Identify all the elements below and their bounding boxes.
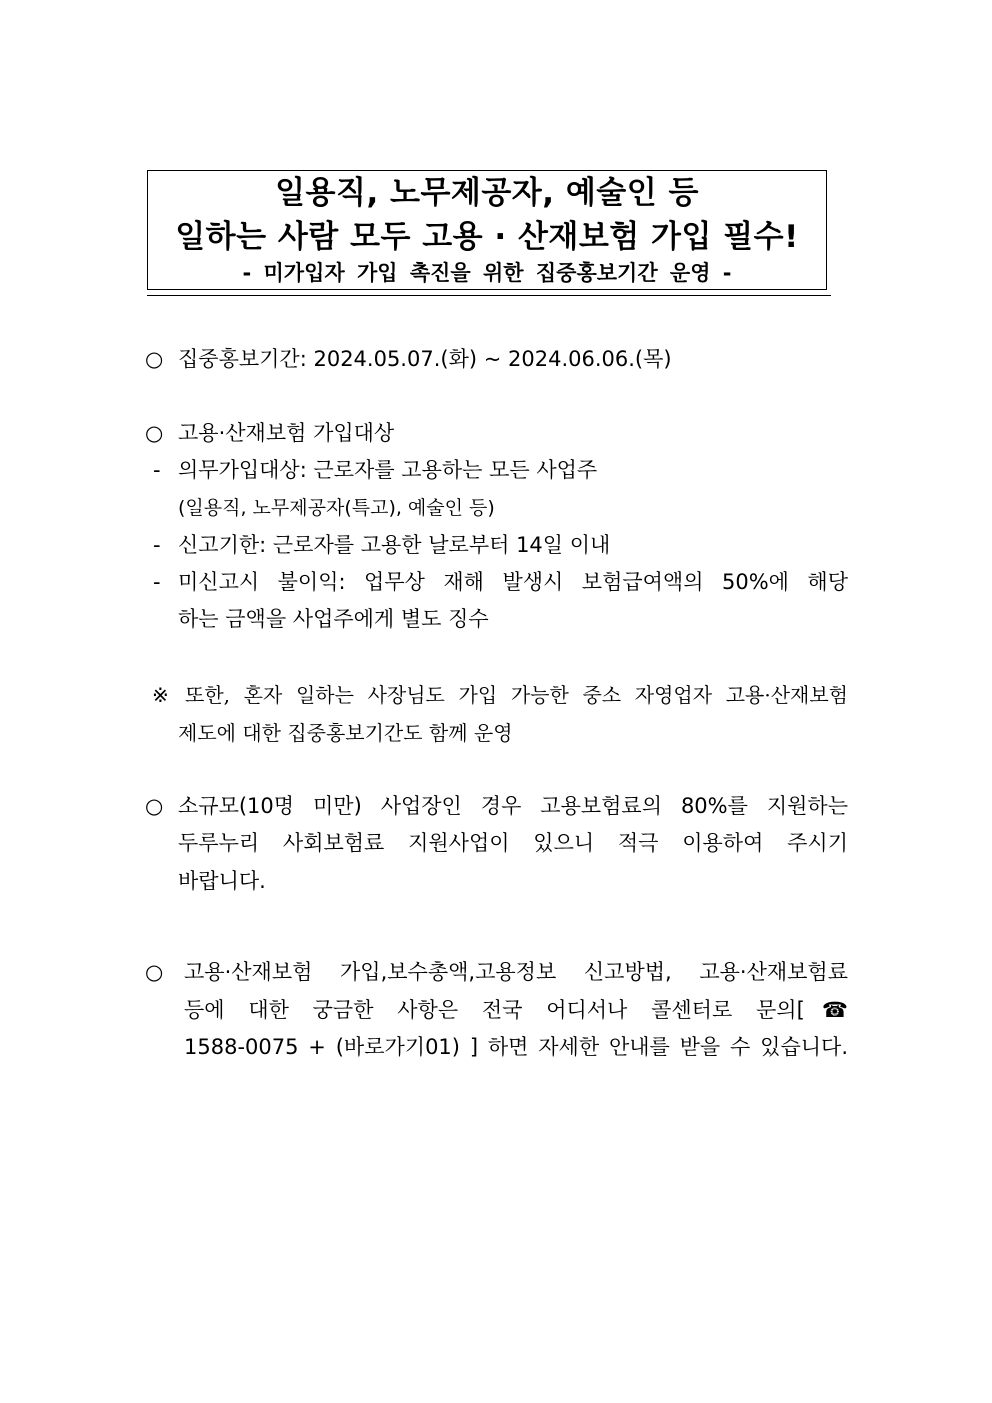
contact-line-1: 고용·산재보험 가입,보수총액,고용정보 신고방법, 고용·산재보험료 [184, 960, 848, 984]
support-line-1: 소규모(10명 미만) 사업장인 경우 고용보험료의 80%를 지원하는 [178, 794, 848, 818]
subtitle: - 미가입자 가입 촉진을 위한 집중홍보기간 운영 - [242, 261, 732, 285]
title-underline [147, 295, 831, 296]
support-bullet: ○ [145, 794, 164, 818]
eligibility-item-1-detail: (일용직, 노무제공자(특고), 예술인 등) [178, 497, 495, 519]
support-line-3: 바랍니다. [178, 869, 266, 893]
eligibility-item-3-cont: 하는 금액을 사업주에게 별도 징수 [178, 607, 489, 631]
note-mark: ※ [152, 683, 169, 707]
title-line-1: 일용직, 노무제공자, 예술인 등 [275, 175, 699, 211]
support-line-2: 두루누리 사회보험료 지원사업이 있으니 적극 이용하여 주시기 [178, 831, 848, 855]
eligibility-item-2: 신고기한: 근로자를 고용한 날로부터 14일 이내 [178, 533, 611, 557]
contact-line-3: 1588-0075 + (바로가기01) ] 하면 자세한 안내를 받을 수 있습니다. [184, 1035, 848, 1059]
contact-bullet: ○ [145, 960, 164, 984]
eligibility-item-2-dash: - [153, 533, 161, 557]
period-bullet: ○ [145, 347, 164, 371]
title-box [147, 170, 827, 290]
title-line-2: 일하는 사람 모두 고용 · 산재보험 가입 필수! [175, 219, 799, 255]
eligibility-bullet: ○ [145, 421, 164, 445]
period-text: 집중홍보기간: 2024.05.07.(화) ~ 2024.06.06.(목) [178, 347, 672, 371]
eligibility-item-3-dash: - [153, 570, 161, 594]
contact-line-2: 등에 대한 궁금한 사항은 전국 어디서나 콜센터로 문의[☎ [184, 998, 848, 1022]
note-line-1: 또한, 혼자 일하는 사장님도 가입 가능한 중소 자영업자 고용·산재보험 [185, 683, 848, 707]
eligibility-heading: 고용·산재보험 가입대상 [178, 421, 395, 445]
eligibility-item-1: 의무가입대상: 근로자를 고용하는 모든 사업주 [178, 458, 598, 482]
eligibility-item-1-dash: - [153, 458, 161, 482]
note-line-2: 제도에 대한 집중홍보기간도 함께 운영 [178, 721, 513, 745]
eligibility-item-3: 미신고시 불이익: 업무상 재해 발생시 보험급여액의 50%에 해당 [178, 570, 848, 594]
